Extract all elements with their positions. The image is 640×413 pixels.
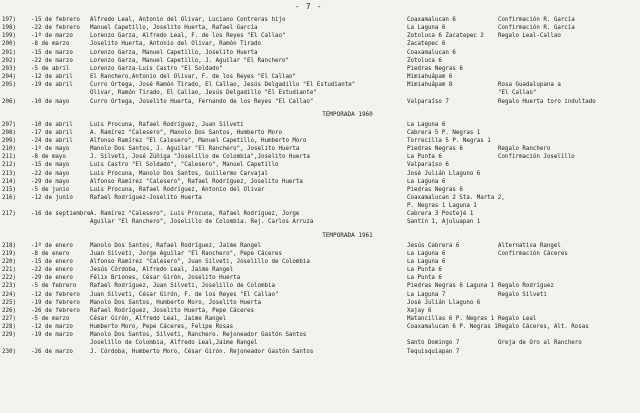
- corrida-row: [0, 81, 640, 89]
- row-toreros: Rafael Rodríguez, Juan Silveti, Joselillo de Colombia: [90, 283, 275, 290]
- row-number: 222): [2, 275, 16, 282]
- row-plaza: La Laguna 6: [407, 178, 446, 185]
- corrida-row: [0, 73, 640, 81]
- row-date: -19 de abril: [31, 82, 73, 89]
- row-number: 228): [2, 324, 16, 331]
- row-toreros: Joselito Huerta, Antonio del Olivar, Ramón Tirado: [90, 41, 262, 48]
- row-number: 200): [2, 41, 16, 48]
- row-plaza: Coaxamalucan 6 P. Negras 1: [407, 324, 498, 331]
- row-toreros: Rafael Rodríguez-Joselito Huerta: [90, 195, 202, 201]
- row-plaza: Coaxamalucan 6: [407, 49, 456, 56]
- row-toreros: Lorenzo Garza, Alfredo Leal, F. de los Reyes "El Callao": [90, 33, 286, 40]
- row-date: -10 de abril: [31, 121, 73, 128]
- row-toreros: Manolo Dos Santos, Silveti, Ranchero. Rejoneador Gastón Santos: [90, 332, 307, 339]
- corrida-row: [0, 186, 640, 194]
- row-toreros: Jesús Córdoba, Alfredo Leal, Jaime Rangel: [90, 267, 234, 274]
- row-date: -22 de mayo: [31, 170, 70, 177]
- row-number: 209): [2, 137, 16, 144]
- row-plaza: Zacatepec 6: [407, 41, 446, 48]
- row-number: 227): [2, 315, 16, 322]
- corrida-row: [0, 250, 640, 258]
- row-plaza: Jesús Cabrera 6: [407, 242, 460, 249]
- row-date: -5 de febrero: [31, 283, 77, 290]
- row-number: 229): [2, 332, 16, 339]
- row-plaza: La Laguna 7: [407, 291, 446, 298]
- section-heading: TEMPORADA 1961: [322, 231, 373, 239]
- row-toreros: Lorenzo Garza-Luis Castro "El Soldado": [90, 65, 223, 72]
- row-note: Confirmación R. García: [498, 17, 575, 23]
- section-heading: TEMPORADA 1960: [322, 110, 373, 118]
- row-plaza: Valparaíso 6: [407, 162, 449, 169]
- corrida-row: [0, 178, 640, 186]
- row-note: Regalo Rodríguez: [498, 283, 554, 290]
- row-number: 210): [2, 146, 16, 153]
- row-number: 197): [2, 17, 16, 23]
- row-plaza: José Julián Llaguno 6: [407, 170, 481, 177]
- row-date: -22 de febrero: [31, 25, 80, 32]
- row-number: 220): [2, 258, 16, 265]
- corrida-row: [0, 153, 640, 161]
- row-toreros: Curro Ortega, José Ramón Tirado, El Callao, Jesús Delgadillo "El Estudiante": [90, 82, 356, 89]
- corrida-row: [0, 348, 640, 356]
- row-note: Regalo Cáceres, Alt. Rosas: [498, 324, 589, 331]
- row-note: Regalo Silveti: [498, 291, 547, 298]
- row-toreros: J. Córdoba, Humberto Moro, César Girón. Rejoneador Gastón Santos: [90, 348, 314, 355]
- corrida-row: [0, 282, 640, 290]
- corrida-row: [0, 339, 640, 347]
- row-date: -12 de junio: [31, 195, 73, 201]
- row-toreros: Olivar, Ramón Tirado, El Callao, Jesús Delgadillo "El Estudiante": [90, 90, 317, 97]
- corrida-row: [0, 57, 640, 65]
- row-plaza: Mimiahuápam 6: [407, 74, 453, 81]
- corrida-row: [0, 307, 640, 315]
- row-date: -5 de marzo: [31, 315, 70, 322]
- corrida-row: [0, 145, 640, 153]
- row-number: 215): [2, 186, 16, 193]
- row-number: 223): [2, 283, 16, 290]
- row-toreros: Manolo Dos Santos, Humberto Moro, Joselito Huerta: [90, 299, 262, 306]
- row-plaza: La Laguna 6: [407, 121, 446, 128]
- row-plaza: Piedras Negras 6 Laguna 1: [407, 283, 495, 290]
- corrida-row: [0, 16, 640, 24]
- row-date: -15 de mayo: [31, 162, 70, 169]
- row-number: 225): [2, 299, 16, 306]
- corrida-row: [0, 210, 640, 218]
- row-date: -12 de marzo: [31, 324, 73, 331]
- row-number: 216): [2, 195, 16, 201]
- row-plaza: La Laguna 6: [407, 250, 446, 257]
- row-date: -5 de abril: [31, 65, 70, 72]
- row-date: -15 de febrero: [31, 17, 80, 23]
- row-date: -26 de marzo: [31, 348, 73, 355]
- row-toreros: Curro Ortega, Joselito Huerta, Fernando de los Reyes "El Callao": [90, 98, 314, 105]
- row-note: Regalo Leal-Callao: [498, 33, 561, 40]
- row-toreros: Joselillo de Colombia, Alfredo Leal,Jaime Rangel: [90, 340, 258, 347]
- corrida-row: [0, 121, 640, 129]
- corrida-row: [0, 32, 640, 40]
- row-toreros: Luis Procuna, Manolo Dos Santos, Guillermo Carvajal: [90, 170, 268, 177]
- row-toreros: Alfonso Ramírez "Calesero", Rafael Rodríguez, Joselito Huerta: [90, 178, 303, 185]
- row-date: -29 de mayo: [31, 178, 70, 185]
- corrida-row: [0, 331, 640, 339]
- row-plaza: La Laguna 6: [407, 258, 446, 265]
- row-note: Confirmación Joselillo: [498, 154, 575, 161]
- row-toreros: A. Ramírez "Calesero", Luis Procuna, Rafael Rodríguez, Jorge: [90, 211, 300, 218]
- corrida-row: [0, 266, 640, 274]
- row-date: -1º de mayo: [31, 146, 70, 153]
- row-toreros: Alfonso Ramírez "El Calesero", Manuel Capetillo, Humberto Moro: [90, 137, 307, 144]
- row-date: -16 de septiembre: [31, 211, 91, 218]
- corrida-row: [0, 194, 640, 202]
- row-number: 199): [2, 33, 16, 40]
- row-number: 221): [2, 267, 16, 274]
- row-plaza: Cabrera 3 Postejé 1: [407, 211, 474, 218]
- row-toreros: A. Ramírez "Calesero", Manolo Dos Santos, Humberto Moro: [90, 129, 282, 136]
- row-date: -8 de mayo: [31, 154, 66, 161]
- row-plaza: Zotoluca 6 Zacatepec 2: [407, 33, 484, 40]
- row-plaza: Torrecilla 5 P. Negras 1: [407, 137, 491, 144]
- row-number: 202): [2, 57, 16, 64]
- corrida-row: [0, 49, 640, 57]
- row-number: 211): [2, 154, 16, 161]
- row-date: -1º de enero: [31, 242, 73, 249]
- row-date: -8 de enero: [31, 250, 70, 257]
- row-date: -15 de marzo: [31, 49, 73, 56]
- row-toreros: Luis Procuna, Rafael Rodríguez, Antonio del Olivar: [90, 186, 265, 193]
- row-plaza: Coaxamalucan 2 Sta. Marta 2,: [407, 195, 505, 201]
- row-date: -1º de marzo: [31, 33, 73, 40]
- row-plaza: Cabrera 5 P. Negras 1: [407, 129, 481, 136]
- corrida-row: [0, 65, 640, 73]
- row-plaza: Piedras Negras 6: [407, 146, 463, 153]
- corrida-row: [0, 291, 640, 299]
- row-date: -10 de mayo: [31, 98, 70, 105]
- corrida-row: [0, 315, 640, 323]
- row-note: Regalo Leal: [498, 315, 537, 322]
- row-note: Rosa Guadalupana a: [498, 82, 561, 89]
- row-toreros: Félix Briones, César Girón, Joselito Huerta: [90, 275, 241, 282]
- row-plaza: Valparaíso 7: [407, 98, 449, 105]
- row-toreros: Manuel Capetillo, Joselito Huerta, Rafael García: [90, 25, 258, 32]
- row-plaza: P. Negras 1 Laguna 1: [407, 203, 477, 210]
- corrida-row: [0, 170, 640, 178]
- corrida-row: [0, 98, 640, 106]
- row-plaza: Matancillas 6 P. Negras 1: [407, 315, 495, 322]
- row-plaza: Tequisquiapan 7: [407, 348, 460, 355]
- corrida-row: [0, 40, 640, 48]
- row-date: -19 de febrero: [31, 299, 80, 306]
- row-number: 212): [2, 162, 16, 169]
- row-plaza: La Punta 6: [407, 267, 442, 274]
- row-note: Confirmación R. García: [498, 25, 575, 32]
- row-note: Regalo Ranchero: [498, 146, 551, 153]
- row-toreros: César Girón, Alfredo Leal, Jaime Rangel: [90, 315, 227, 322]
- row-toreros: J. Silveti, José Zúñiga "Joselillo de Colombia",Joselito Huerta: [90, 154, 310, 161]
- row-toreros: Aguilar "El Ranchero", Joselillo de Colombia. Rej. Carlos Arruza: [90, 219, 314, 226]
- corrida-row: [0, 299, 640, 307]
- row-number: 224): [2, 291, 16, 298]
- row-date: -24 de abril: [31, 137, 73, 144]
- row-date: -17 de abril: [31, 129, 73, 136]
- row-number: 217): [2, 211, 16, 218]
- corrida-row: [0, 323, 640, 331]
- row-note: Oreja de Oro al Ranchero: [498, 340, 582, 347]
- row-date: -22 de enero: [31, 267, 73, 274]
- row-plaza: La Punta 6: [407, 154, 442, 161]
- row-number: 218): [2, 242, 16, 249]
- row-number: 206): [2, 98, 16, 105]
- row-plaza: Xajay 6: [407, 307, 432, 314]
- row-number: 214): [2, 178, 16, 185]
- row-toreros: Juan Silveti, Jorge Aguilar "El Ranchero", Pepe Cáceres: [90, 250, 282, 257]
- row-date: -15 de enero: [31, 258, 73, 265]
- row-plaza: José Julián Llaguno 6: [407, 299, 481, 306]
- row-plaza: Piedras Negras 6: [407, 65, 463, 72]
- page-number: - 7 -: [295, 2, 323, 11]
- row-toreros: Alfredo Leal, Antonio del Olivar, Luciano Contreras hijo: [90, 17, 286, 23]
- row-plaza: Mimiahuápam 8: [407, 82, 453, 89]
- row-toreros: Rafael Rodríguez, Joselito Huerta, Pepe Cáceres: [90, 307, 255, 314]
- row-date: -26 de febrero: [31, 307, 80, 314]
- row-toreros: Lorenzo Garza, Manuel Capetillo, J. Aguilar "El Ranchero": [90, 57, 289, 64]
- row-plaza: Coaxamalucan 6: [407, 17, 456, 23]
- row-plaza: Zotoluca 6: [407, 57, 442, 64]
- corrida-row: [0, 129, 640, 137]
- corrida-row: [0, 24, 640, 32]
- corrida-row: [0, 161, 640, 169]
- row-number: 230): [2, 348, 16, 355]
- row-note: Regalo Huerta toro indultado: [498, 98, 596, 105]
- row-number: 213): [2, 170, 16, 177]
- corrida-row: [0, 202, 640, 210]
- row-toreros: El Ranchero,Antonio del Olivar, F. de los Reyes "El Callao": [90, 74, 296, 81]
- row-toreros: Luis Castro "El Soldado", "Calesero", Manuel Capetillo: [90, 162, 279, 169]
- row-toreros: Manolo Dos Santos, Rafael Rodríguez, Jaime Rangel: [90, 242, 262, 249]
- corrida-row: [0, 242, 640, 250]
- row-plaza: La Laguna 6: [407, 25, 446, 32]
- row-date: -29 de enero: [31, 275, 73, 282]
- row-plaza: Piedras Negras 6: [407, 186, 463, 193]
- row-note: Confirmación Cáceres: [498, 250, 568, 257]
- row-date: -5 de junio: [31, 186, 70, 193]
- row-toreros: Lorenzo Garza, Manuel Capetillo, Joselito Huerta: [90, 49, 258, 56]
- row-toreros: Humberto Moro, Pepe Cáceres, Felipe Rosas: [90, 324, 234, 331]
- row-date: -22 de marzo: [31, 57, 73, 64]
- row-plaza: Santo Domingo 7: [407, 340, 460, 347]
- row-toreros: Manolo Dos Santos, J. Aguilar "El Ranchero", Joselito Huerta: [90, 146, 300, 153]
- corrida-row: [0, 218, 640, 226]
- corrida-row: [0, 258, 640, 266]
- corrida-row: [0, 274, 640, 282]
- row-number: 198): [2, 25, 16, 32]
- row-plaza: La Punta 6: [407, 275, 442, 282]
- row-number: 205): [2, 82, 16, 89]
- row-number: 226): [2, 307, 16, 314]
- row-toreros: Luis Procuna, Rafael Rodríguez, Juan Silveti: [90, 121, 244, 128]
- row-date: -8 de marzo: [31, 41, 70, 48]
- row-note: "El Callao": [498, 90, 537, 97]
- row-number: 204): [2, 74, 16, 81]
- row-toreros: Juan Silveti, César Girón, F. de los Reyes "El Callao": [90, 291, 279, 298]
- row-date: -19 de marzo: [31, 332, 73, 339]
- corrida-row: [0, 89, 640, 97]
- row-toreros: Alfonso Ramírez "Calesero", Juan Silveti, Joselillo de Colombia: [90, 258, 310, 265]
- corrida-row: [0, 137, 640, 145]
- row-number: 201): [2, 49, 16, 56]
- row-number: 219): [2, 250, 16, 257]
- row-number: 208): [2, 129, 16, 136]
- row-number: 207): [2, 121, 16, 128]
- row-note: Alternativa Rangel: [498, 242, 561, 249]
- row-plaza: Santín 1, Ajuluapan 1: [407, 219, 481, 226]
- row-number: 203): [2, 65, 16, 72]
- row-date: -12 de febrero: [31, 291, 80, 298]
- row-date: -12 de abril: [31, 74, 73, 81]
